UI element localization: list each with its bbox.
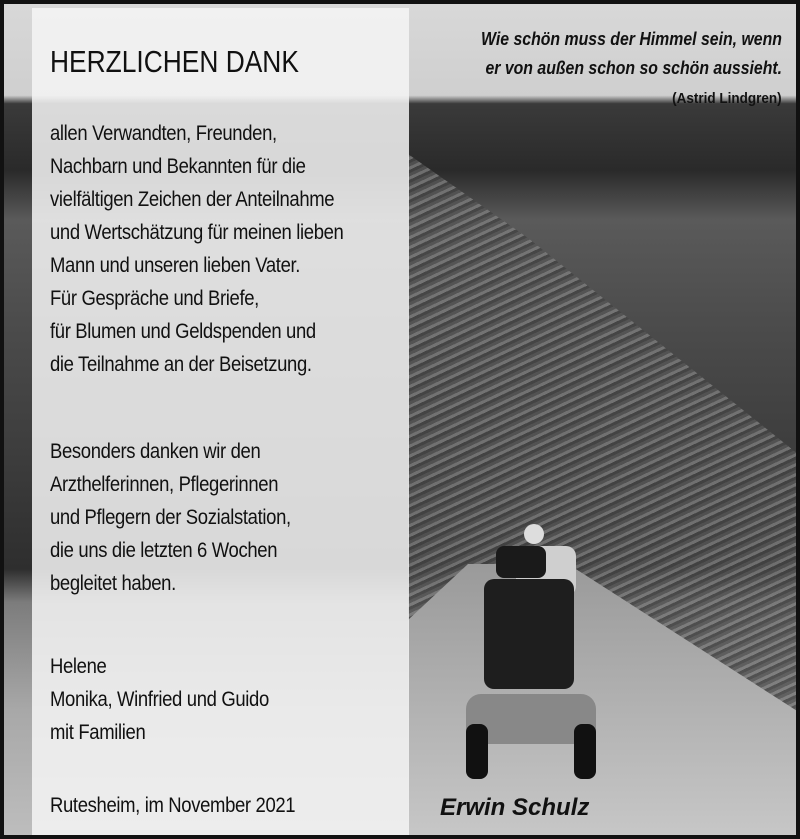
mobility-scooter-image [466,524,596,779]
body-line: die Teilnahme an der Beisetzung. [50,353,312,376]
quote-line: er von außen schon so schön aussieht. [485,58,782,78]
body-line: Nachbarn und Bekannten für die [50,155,306,178]
family-line: Monika, Winfried und Guido [50,688,269,711]
thanks-line: und Pflegern der Sozialstation, [50,506,291,529]
family-line: mit Familien [50,721,146,744]
body-line: allen Verwandten, Freunden, [50,122,277,145]
body-line: Für Gespräche und Briefe, [50,287,259,310]
thanks-line: Arzthelferinnen, Pflegerinnen [50,473,279,496]
quote-author: (Astrid Lindgren) [672,90,782,107]
body-line: und Wertschätzung für meinen lieben [50,221,344,244]
quote-line: Wie schön muss der Himmel sein, wenn [481,29,782,49]
thanks-line: die uns die letzten 6 Wochen [50,539,278,562]
body-line: Mann und unseren lieben Vater. [50,254,301,277]
place-date: Rutesheim, im November 2021 [50,794,296,817]
thanks-line: begleitet haben. [50,572,176,595]
deceased-name: Erwin Schulz [440,794,590,821]
family-line: Helene [50,655,107,678]
body-line: vielfältigen Zeichen der Anteilnahme [50,188,335,211]
body-line: für Blumen und Geldspenden und [50,320,316,343]
heading: HERZLICHEN DANK [50,44,299,79]
thanks-line: Besonders danken wir den [50,440,261,463]
